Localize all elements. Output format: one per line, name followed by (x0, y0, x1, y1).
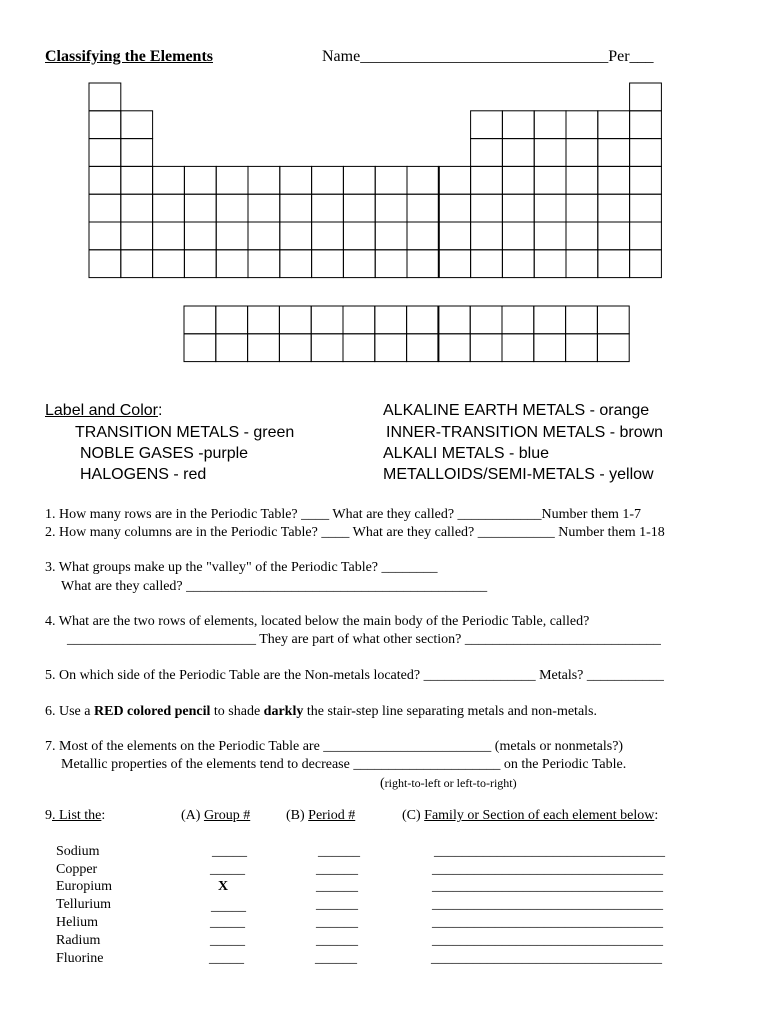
question-3-followup: What are they called? ___________________________________________ (61, 579, 488, 594)
period-answer[interactable]: ______ (315, 951, 357, 966)
table-cell (184, 166, 216, 194)
table-cell (407, 222, 439, 250)
table-cell (216, 194, 248, 222)
table-cell (89, 139, 121, 167)
table-cell (439, 166, 471, 194)
table-cell (184, 250, 216, 278)
table-cell (153, 166, 185, 194)
table-cell (343, 194, 375, 222)
table-cell (598, 166, 630, 194)
legend-noble-gases: NOBLE GASES -purple (80, 445, 249, 462)
table-cell (89, 83, 121, 111)
question-9-label: 9. List the: (45, 808, 106, 823)
table-cell (153, 250, 185, 278)
family-answer[interactable]: _________________________________ (431, 951, 662, 966)
table-cell (566, 222, 598, 250)
table-cell (534, 334, 566, 362)
table-cell (471, 194, 503, 222)
table-cell (566, 306, 598, 334)
table-cell (534, 222, 566, 250)
table-cell (248, 306, 280, 334)
table-cell (407, 250, 439, 278)
table-cell (280, 250, 312, 278)
table-cell (566, 334, 598, 362)
table-cell (89, 250, 121, 278)
table-cell (407, 306, 439, 334)
table-cell (534, 306, 566, 334)
table-cell (470, 334, 502, 362)
family-answer[interactable]: _________________________________ (432, 897, 663, 912)
table-cell (470, 306, 502, 334)
table-cell (502, 222, 534, 250)
table-cell (280, 194, 312, 222)
table-cell (375, 194, 407, 222)
table-cell (343, 306, 375, 334)
table-cell (216, 166, 248, 194)
table-cell (312, 194, 344, 222)
element-name: Radium (56, 933, 101, 948)
legend-heading: Label and Color: (45, 402, 163, 419)
group-answer[interactable]: _____ (211, 899, 246, 914)
period-answer[interactable]: ______ (316, 862, 358, 877)
table-cell (471, 250, 503, 278)
period-answer[interactable]: ______ (316, 879, 358, 894)
table-cell (598, 222, 630, 250)
table-cell (502, 250, 534, 278)
group-answer[interactable]: _____ (209, 951, 244, 966)
table-cell (630, 83, 662, 111)
group-answer[interactable]: X (218, 879, 229, 894)
legend-alkali-metals: ALKALI METALS - blue (383, 445, 549, 462)
question-7: 7. Most of the elements on the Periodic Table are ________________________ (metals or nonmetals?) (45, 739, 624, 754)
table-cell (89, 166, 121, 194)
table-cell (630, 194, 662, 222)
table-cell (216, 250, 248, 278)
table-cell (153, 222, 185, 250)
table-cell (248, 250, 280, 278)
table-cell (184, 334, 216, 362)
period-answer[interactable]: ______ (318, 844, 360, 859)
table-cell (566, 166, 598, 194)
table-cell (566, 250, 598, 278)
table-cell (343, 250, 375, 278)
table-cell (343, 222, 375, 250)
legend-metalloids: METALLOIDS/SEMI-METALS - yellow (383, 466, 654, 483)
question-2: 2. How many columns are in the Periodic Table? ____ What are they called? ___________ Number them 1-18 (45, 525, 665, 540)
element-name: Helium (56, 915, 98, 930)
family-answer[interactable]: _________________________________ (432, 879, 663, 894)
table-cell (502, 111, 534, 139)
table-cell (439, 222, 471, 250)
table-cell (438, 334, 470, 362)
table-cell (121, 194, 153, 222)
table-cell (121, 222, 153, 250)
table-cell (121, 250, 153, 278)
table-cell (439, 194, 471, 222)
table-cell (502, 306, 534, 334)
question-4-followup: ___________________________ They are part of what other section? ____________________________ (67, 632, 661, 647)
legend-inner-transition: INNER-TRANSITION METALS - brown (386, 424, 664, 441)
column-period-header: (B) Period # (286, 808, 356, 823)
table-cell (407, 334, 439, 362)
table-cell (566, 194, 598, 222)
table-cell (279, 334, 311, 362)
table-cell (630, 166, 662, 194)
table-cell (534, 166, 566, 194)
table-cell (407, 194, 439, 222)
table-cell (311, 306, 343, 334)
name-period-field[interactable]: Name_______________________________Per___ (322, 48, 654, 65)
table-cell (375, 166, 407, 194)
table-cell (121, 166, 153, 194)
table-cell (248, 194, 280, 222)
legend-halogens: HALOGENS - red (80, 466, 207, 483)
table-cell (121, 111, 153, 139)
table-cell (598, 250, 630, 278)
legend-transition-metals: TRANSITION METALS - green (75, 424, 295, 441)
table-cell (471, 111, 503, 139)
table-cell (597, 334, 629, 362)
question-3: 3. What groups make up the "valley" of the Periodic Table? ________ (45, 560, 438, 575)
table-cell (502, 166, 534, 194)
group-answer[interactable]: _____ (210, 933, 245, 948)
table-cell (280, 222, 312, 250)
table-cell (216, 306, 248, 334)
table-cell (121, 139, 153, 167)
legend-alkaline-earth: ALKALINE EARTH METALS - orange (383, 402, 650, 419)
table-cell (471, 166, 503, 194)
table-cell (471, 139, 503, 167)
table-cell (89, 194, 121, 222)
group-answer[interactable]: _____ (210, 862, 245, 877)
element-name: Copper (56, 862, 98, 877)
table-cell (375, 306, 407, 334)
table-cell (534, 111, 566, 139)
table-cell (597, 306, 629, 334)
table-cell (598, 139, 630, 167)
table-cell (375, 334, 407, 362)
table-cell (312, 166, 344, 194)
table-cell (534, 194, 566, 222)
table-cell (630, 250, 662, 278)
element-name: Fluorine (56, 951, 104, 966)
table-cell (89, 222, 121, 250)
table-cell (630, 111, 662, 139)
table-cell (89, 111, 121, 139)
table-cell (375, 222, 407, 250)
family-answer[interactable]: _________________________________ (434, 844, 665, 859)
element-name: Europium (56, 879, 112, 894)
table-cell (598, 194, 630, 222)
column-family-header: (C) Family or Section of each element below: (402, 808, 659, 823)
table-cell (407, 166, 439, 194)
question-1: 1. How many rows are in the Periodic Table? ____ What are they called? ____________Number them 1-7 (45, 507, 642, 522)
table-cell (184, 194, 216, 222)
table-cell (438, 306, 470, 334)
table-cell (216, 222, 248, 250)
table-cell (343, 334, 375, 362)
table-cell (312, 250, 344, 278)
family-answer[interactable]: _________________________________ (432, 933, 663, 948)
table-cell (598, 111, 630, 139)
element-name: Sodium (56, 844, 100, 859)
table-cell (375, 250, 407, 278)
table-cell (439, 250, 471, 278)
table-cell (248, 166, 280, 194)
table-cell (312, 222, 344, 250)
table-cell (502, 194, 534, 222)
table-cell (471, 222, 503, 250)
table-cell (502, 334, 534, 362)
question-7-hint: (right-to-left or left-to-right) (380, 776, 517, 791)
question-5: 5. On which side of the Periodic Table are the Non-metals located? ________________ Metals? ___________ (45, 668, 664, 683)
page-title: Classifying the Elements (45, 48, 213, 65)
table-cell (280, 166, 312, 194)
group-answer[interactable]: _____ (212, 844, 247, 859)
table-cell (279, 306, 311, 334)
table-cell (248, 334, 280, 362)
table-cell (566, 139, 598, 167)
table-cell (184, 222, 216, 250)
table-cell (630, 222, 662, 250)
table-cell (343, 166, 375, 194)
period-answer[interactable]: ______ (316, 915, 358, 930)
question-7-followup: Metallic properties of the elements tend to decrease _____________________ on the Periodic Table. (61, 757, 627, 772)
family-answer[interactable]: _________________________________ (432, 915, 663, 930)
table-cell (184, 306, 216, 334)
family-answer[interactable]: _________________________________ (432, 862, 663, 877)
table-cell (216, 334, 248, 362)
question-4: 4. What are the two rows of elements, located below the main body of the Periodic Table, called? (45, 614, 590, 629)
table-cell (534, 139, 566, 167)
table-cell (153, 194, 185, 222)
group-answer[interactable]: _____ (210, 915, 245, 930)
table-cell (502, 139, 534, 167)
period-answer[interactable]: ______ (316, 897, 358, 912)
table-cell (630, 139, 662, 167)
table-cell (566, 111, 598, 139)
element-name: Tellurium (56, 897, 112, 912)
column-group-header: (A) Group # (181, 808, 251, 823)
question-6: 6. Use a RED colored pencil to shade darkly the stair-step line separating metals and non-metals. (45, 704, 597, 719)
table-cell (248, 222, 280, 250)
period-answer[interactable]: ______ (316, 933, 358, 948)
table-cell (311, 334, 343, 362)
table-cell (534, 250, 566, 278)
